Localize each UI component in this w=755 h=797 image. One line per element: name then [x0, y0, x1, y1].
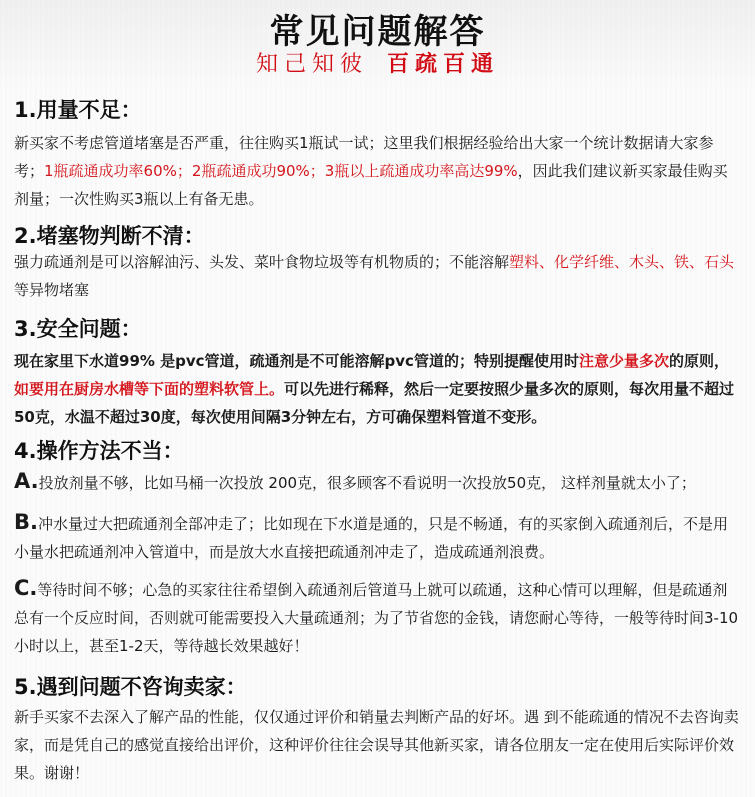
section-3-highlight-b: 如要用在厨房水槽等下面的塑料软管上。: [14, 380, 285, 398]
section-5-body: [14, 703, 741, 787]
item-a-text: 投放剂量不够，比如马桶一次投放 200克，很多顾客不看说明一次投放50克， 这样剂量就太小了；: [38, 474, 696, 492]
item-c-text: 等待时间不够；心急的买家往往希望倒入疏通剂后管道马上就可以疏通，这种心情可以理解，但是疏通剂总有一个反应时间，否则就可能需要投入大量疏通剂；为了节省您的金钱，请您耐心等待，一般等待时间3-10小时以上，甚至1-2天，等待越长效果越好！: [14, 581, 739, 655]
section-3-highlight-a: 注意少量多次: [578, 352, 669, 370]
section-3-title: 3.安全问题：: [14, 317, 142, 341]
section-5-text-a: 新手买家不去深入了解产品的性能，仅仅通过评价和销量去判断产品的好坏。遇 到不能疏通的情况不去咨询卖家，而是凭自己的感觉直接给出评价，这种评价往往会误导其他新买家，请各位朋友一定在使用后实际评价效果。谢谢！: [14, 708, 739, 782]
section-2-text-b: 等异物堵塞: [14, 281, 90, 299]
section-1-text-a: 新买家不考虑管道堵塞是否严重，往往购买1瓶试一试；这里我们根据经验给出大家一个统计数据请大家参考；: [14, 134, 714, 180]
item-a-letter: A.: [14, 469, 39, 493]
section-1-title: 1.用量不足：: [14, 98, 142, 122]
section-3-text-a: 现在家里下水道99% 是pvc管道，疏通剂是不可能溶解pvc管道的；特别提醒使用时: [14, 352, 579, 370]
section-1-body: [14, 129, 741, 213]
section-4-item-b: [14, 508, 741, 566]
item-b-text: 冲水量过大把疏通剂全部冲走了；比如现在下水道是通的，只是不畅通，有的买家倒入疏通剂后，不是用小量水把疏通剂冲入管道中，而是放大水直接把疏通剂冲走了，造成疏通剂浪费。: [14, 515, 728, 561]
section-3-text-c: 可以先进行稀释，然后一定要按照少量多次的原则，每次用量不超过50克，水温不超过30度，每次使用间隔3分钟左右，方可确保塑料管道不变形。: [14, 380, 735, 426]
item-c-letter: C.: [14, 576, 38, 600]
section-2-highlight: 塑料、化学纤维、木头、铁、石头: [509, 253, 735, 271]
section-2-body: [14, 248, 741, 304]
section-5-title: 5.遇到问题不咨询卖家：: [14, 675, 247, 699]
section-4-title: 4.操作方法不当：: [14, 439, 184, 463]
section-4-item-c: [14, 574, 741, 660]
motto-right: 百疏百通: [387, 51, 500, 77]
section-1-highlight: 1瓶疏通成功率60%；2瓶疏通成功90%；3瓶以上疏通成功率高达99%: [44, 162, 518, 180]
section-2-text-a: 强力疏通剂是可以溶解油污、头发、菜叶食物垃圾等有机物质的；不能溶解: [14, 253, 510, 271]
section-4-item-a: [14, 467, 741, 497]
motto-left: 知己知彼: [256, 52, 369, 77]
section-1-text-b: ，因此我们建议新买家最佳购买剂量；一次性购买3瓶以上有备无患。: [14, 162, 728, 208]
page-title: 常见问题解答: [269, 12, 486, 52]
section-3-text-b: 的原则，: [668, 352, 729, 370]
section-3-body: [14, 347, 741, 431]
item-b-letter: B.: [14, 510, 38, 534]
section-2-title: 2.堵塞物判断不清：: [14, 224, 205, 248]
